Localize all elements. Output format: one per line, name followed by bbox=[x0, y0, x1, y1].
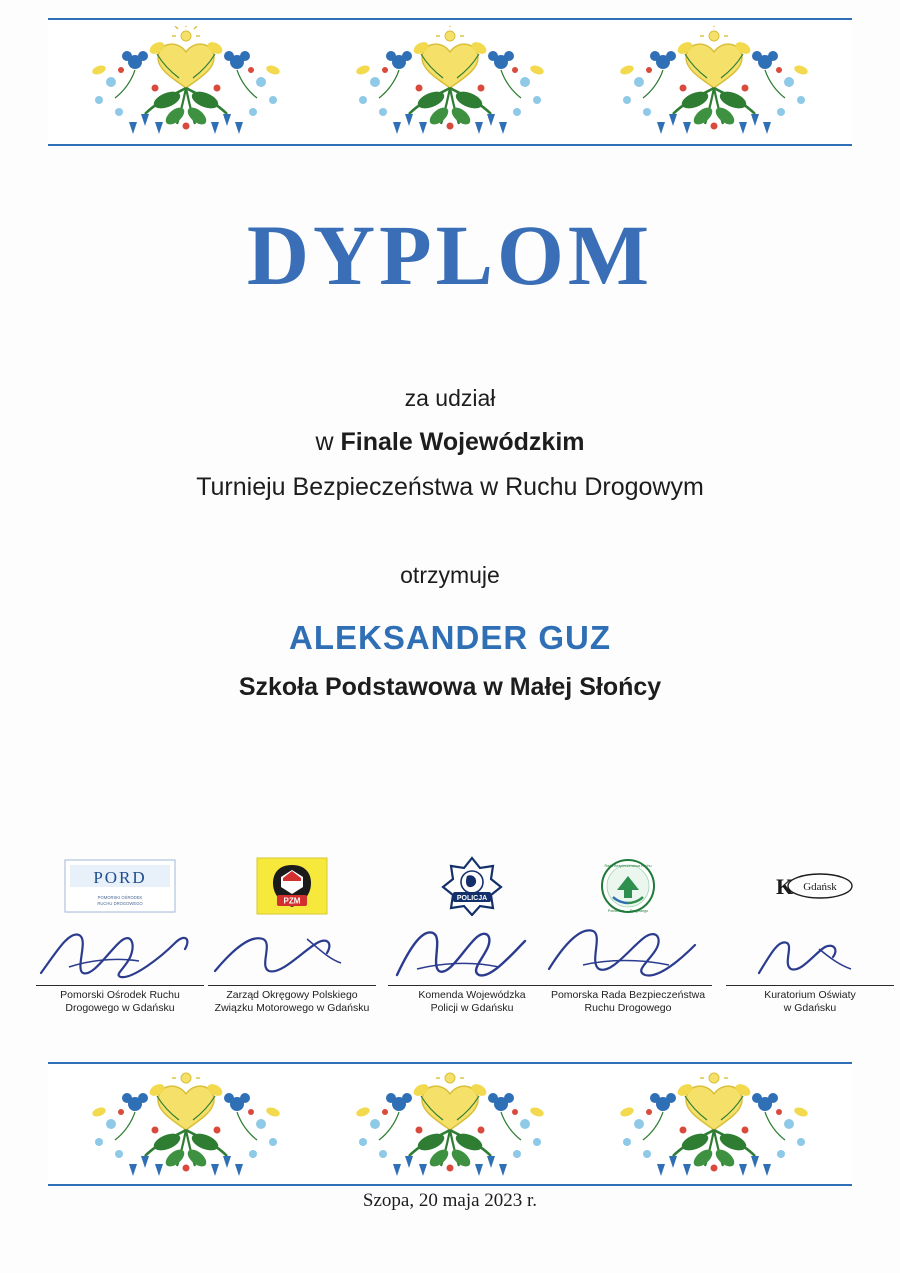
caption-line-2: Związku Motorowego w Gdańsku bbox=[214, 1002, 370, 1015]
kashubian-floral-motif bbox=[71, 1068, 301, 1180]
caption-line-2: Policji w Gdańsku bbox=[430, 1002, 514, 1015]
pzm-logo bbox=[202, 855, 382, 917]
signature-caption bbox=[726, 985, 894, 1015]
event-stage-line bbox=[0, 428, 900, 457]
participation-line: za udział bbox=[404, 385, 496, 411]
kashubian-floral-motif bbox=[335, 26, 565, 138]
caption-line-1: Pomorski Ośrodek Ruchu bbox=[60, 989, 180, 1001]
svg-text:Gdańsk: Gdańsk bbox=[803, 881, 837, 893]
signature-row bbox=[30, 855, 870, 1045]
svg-text:PZM: PZM bbox=[283, 896, 301, 906]
caption-line-1: Komenda Wojewódzka bbox=[418, 989, 526, 1001]
caption-line-2: Ruchu Drogowego bbox=[584, 1002, 672, 1015]
svg-text:Rada Bezpieczeństwa Ruchu: Rada Bezpieczeństwa Ruchu bbox=[604, 864, 652, 868]
kashubian-floral-motif bbox=[335, 1068, 565, 1180]
handwritten-signature bbox=[30, 919, 210, 985]
svg-text:RUCHU DROGOWEGO: RUCHU DROGOWEGO bbox=[97, 901, 143, 906]
svg-text:POMORSKI OŚRODEK: POMORSKI OŚRODEK bbox=[97, 895, 143, 900]
signature-block-policja bbox=[382, 855, 562, 1015]
decorative-band-top bbox=[48, 18, 852, 146]
policja-logo bbox=[382, 855, 562, 917]
signature-block-prbrd bbox=[538, 855, 718, 1015]
certificate-body bbox=[0, 385, 900, 502]
signature-caption bbox=[36, 985, 204, 1015]
recipient-name: ALEKSANDER GUZ bbox=[288, 619, 611, 656]
prbrd-logo bbox=[538, 855, 718, 917]
svg-text:Pomorska — Drogowego: Pomorska — Drogowego bbox=[607, 909, 649, 913]
page-title: DYPLOM bbox=[246, 207, 654, 303]
handwritten-signature bbox=[382, 919, 562, 985]
signature-block-pzm bbox=[202, 855, 382, 1015]
caption-line-2: w Gdańsku bbox=[783, 1002, 837, 1015]
event-stage-bold: Finale Wojewódzkim bbox=[340, 428, 585, 456]
caption-line-1: Kuratorium Oświaty bbox=[764, 989, 856, 1001]
handwritten-signature bbox=[720, 919, 900, 985]
awardee-block bbox=[0, 562, 900, 702]
signature-caption bbox=[208, 985, 376, 1015]
tournament-name-line: Turnieju Bezpieczeństwa w Ruchu Drogowym bbox=[196, 473, 704, 501]
signature-block-pord bbox=[30, 855, 210, 1015]
svg-text:POLICJA: POLICJA bbox=[456, 895, 488, 902]
pord-logo bbox=[30, 855, 210, 917]
signature-block-kuratorium bbox=[720, 855, 900, 1015]
caption-line-1: Pomorska Rada Bezpieczeństwa bbox=[550, 989, 706, 1001]
svg-text:K: K bbox=[776, 874, 794, 899]
event-stage-prefix: w bbox=[315, 428, 341, 456]
kashubian-floral-motif bbox=[599, 1068, 829, 1180]
signature-caption bbox=[544, 985, 712, 1015]
svg-text:PORD: PORD bbox=[93, 868, 147, 887]
decorative-band-bottom bbox=[48, 1062, 852, 1186]
signature-caption bbox=[388, 985, 556, 1015]
handwritten-signature bbox=[202, 919, 382, 985]
kashubian-floral-motif bbox=[71, 26, 301, 138]
kuratorium-logo bbox=[720, 855, 900, 917]
handwritten-signature bbox=[538, 919, 718, 985]
caption-line-1: Zarząd Okręgowy Polskiego bbox=[226, 989, 358, 1001]
recipient-school: Szkoła Podstawowa w Małej Słońcy bbox=[238, 673, 662, 701]
place-and-date: Szopa, 20 maja 2023 r. bbox=[362, 1190, 538, 1211]
caption-line-2: Drogowego w Gdańsku bbox=[65, 1002, 175, 1015]
receives-line: otrzymuje bbox=[400, 562, 500, 588]
kashubian-floral-motif bbox=[599, 26, 829, 138]
